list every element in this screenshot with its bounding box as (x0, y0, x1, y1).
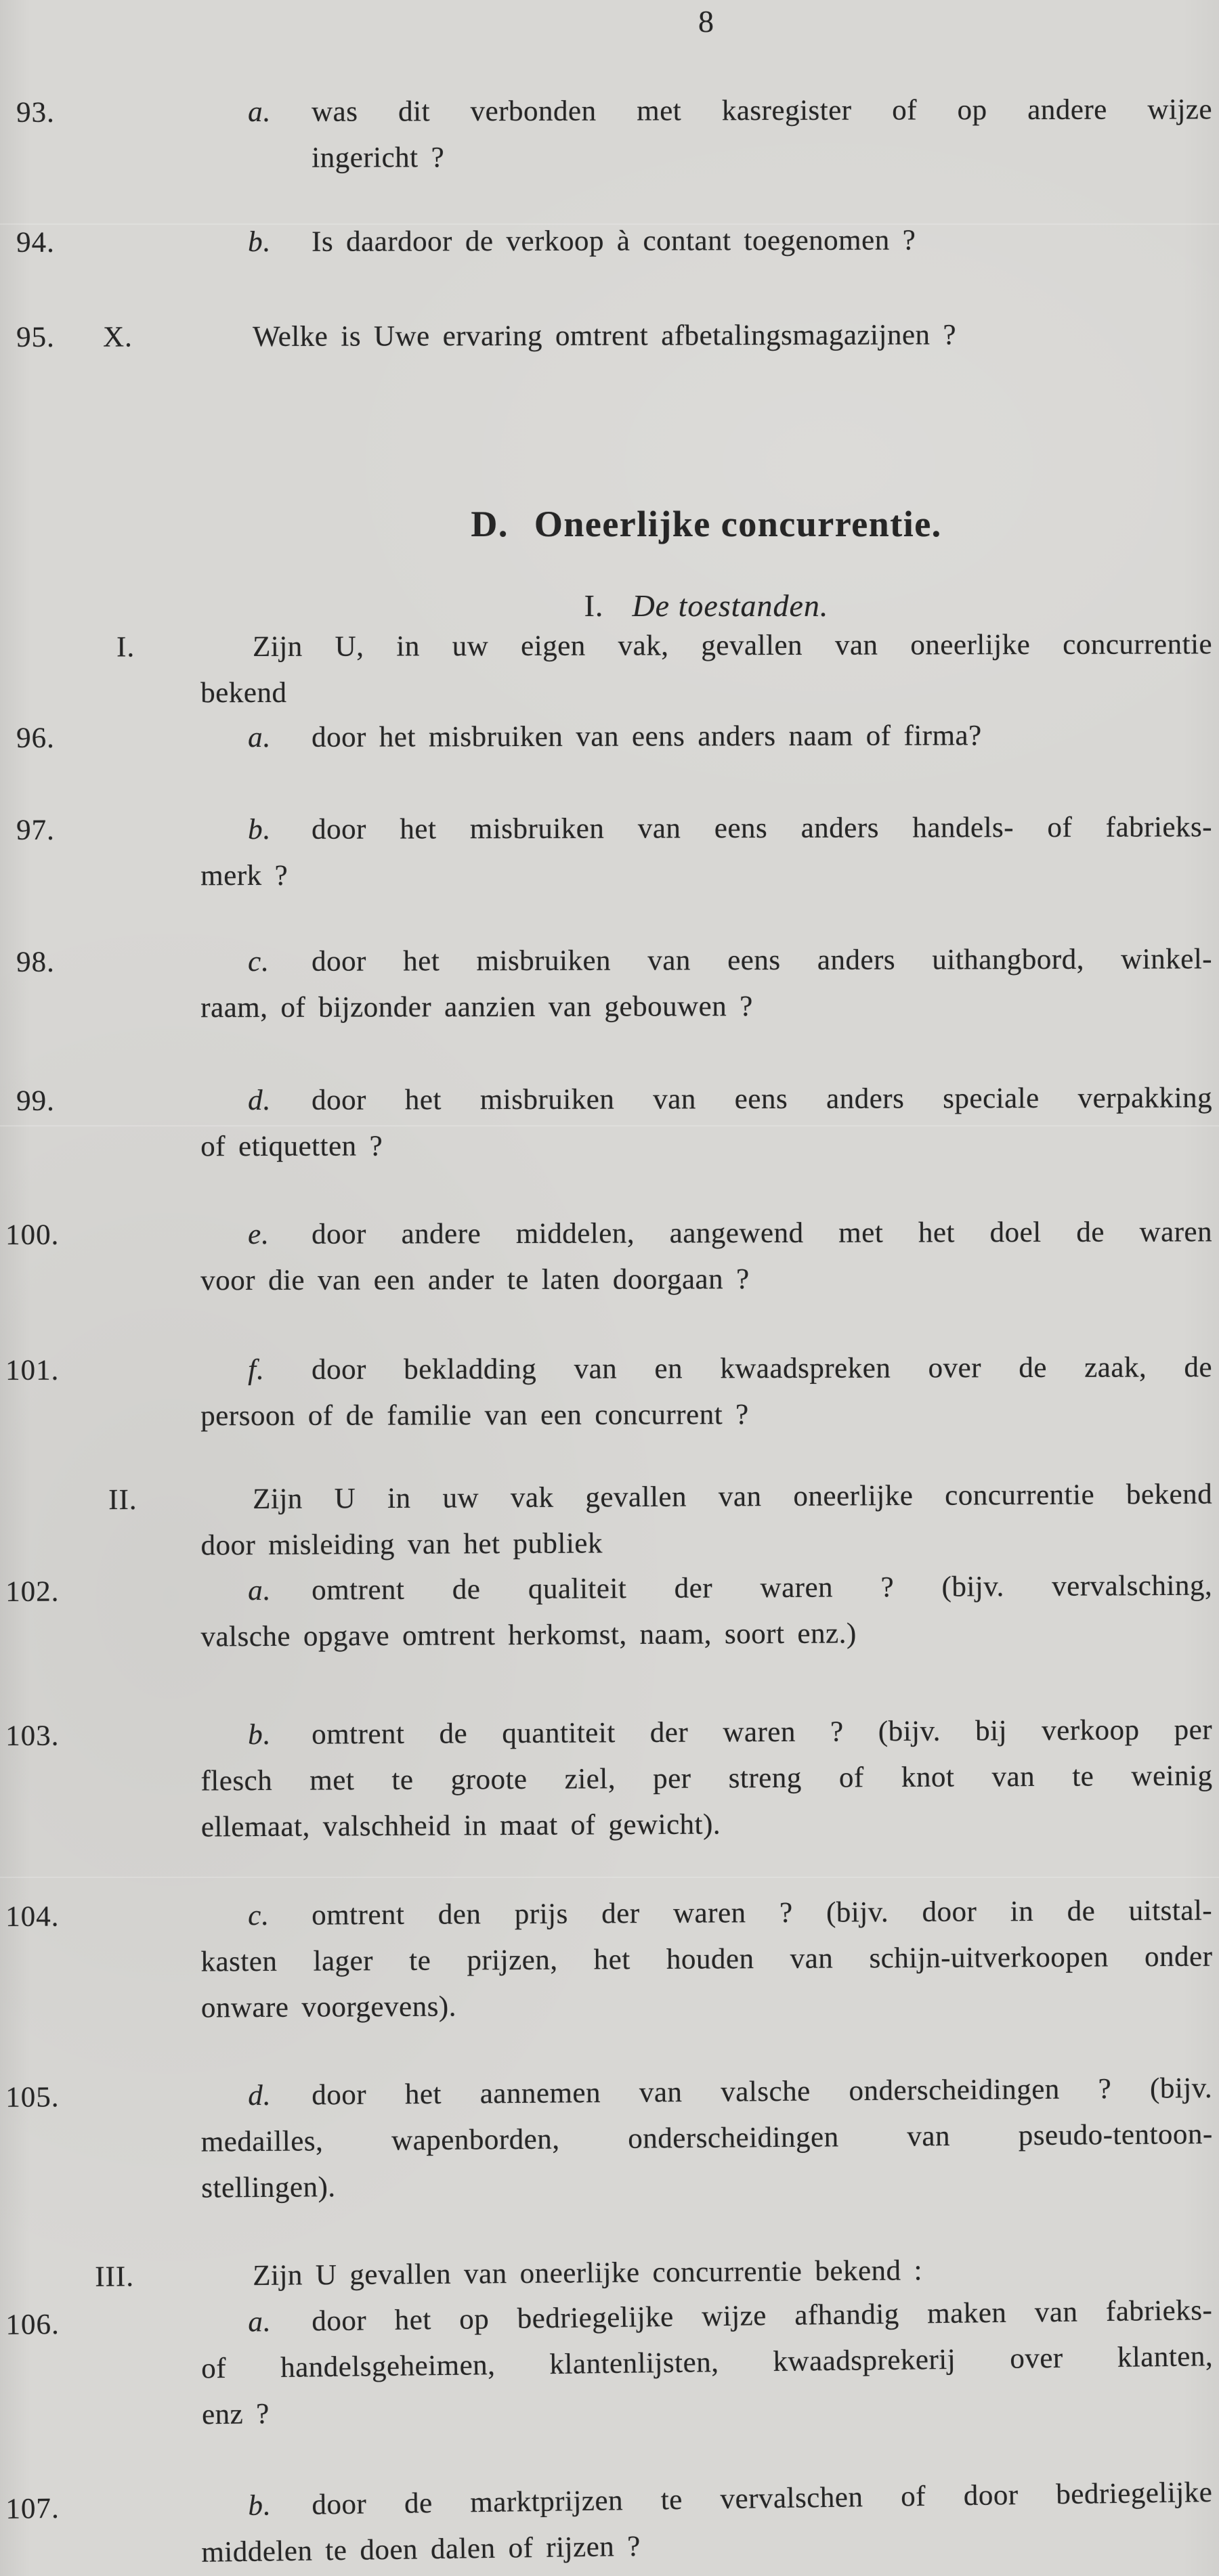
question-line: raam, of bijzonder aanzien van gebouwen ? (200, 990, 753, 1024)
question-line: of handelsgeheimen, klantenlijsten, kwaadsprekerij over klanten, (200, 2340, 1214, 2385)
question-text (200, 1888, 1213, 2032)
question-text (200, 1209, 1212, 1304)
question-line: ellemaat, valschheid in maat of gewicht). (200, 1808, 721, 1843)
question-text (200, 936, 1212, 1031)
item-letter: a. (248, 1574, 272, 1607)
question-line: medailles, wapenborden, onderscheidingen van pseudo-tentoon- (200, 2118, 1213, 2158)
item-letter: f. (248, 1353, 265, 1387)
section-numeral: X. (103, 321, 133, 353)
item-letter: a. (248, 721, 272, 754)
section-heading-label: D. (471, 504, 509, 544)
item-letter: a. (248, 2306, 272, 2338)
question-row-105 (0, 2066, 1219, 2204)
question-line: ingericht ? (312, 141, 445, 174)
question-line: Zijn U gevallen van oneerlijke concurrentie bekend : (253, 2254, 923, 2292)
item-number: 95. (16, 321, 55, 353)
question-line: enz ? (201, 2398, 270, 2431)
section-numeral: II. (108, 1483, 137, 1516)
question-row-94 (0, 217, 1219, 259)
question-text (200, 712, 1212, 761)
question-text (200, 1345, 1212, 1439)
question-text (200, 621, 1212, 716)
item-letter: b. (248, 813, 272, 846)
item-number: 93. (16, 96, 55, 129)
item-number: 100. (5, 1219, 60, 1251)
question-row-98 (0, 936, 1219, 1024)
item-letter: d. (248, 2079, 272, 2112)
item-number: 94. (16, 226, 55, 259)
question-text (200, 1075, 1212, 1170)
question-row-93 (0, 87, 1219, 174)
item-letter: c. (248, 1899, 270, 1932)
question-line: door het misbruiken van eens anders speciale verpakking (312, 1082, 1213, 1116)
question-line: persoon of de familie van een concurrent ? (200, 1399, 749, 1433)
question-text (200, 87, 1212, 181)
section-row-II (0, 1472, 1219, 1562)
item-letter: c. (248, 945, 270, 978)
subsection-title: De toestanden. (632, 588, 829, 623)
question-text (200, 804, 1212, 899)
item-letter: e. (248, 1218, 270, 1251)
item-number: 96. (16, 722, 55, 754)
question-text (200, 2066, 1214, 2212)
item-number: 97. (16, 814, 55, 846)
item-number: 98. (16, 946, 55, 978)
question-row-95 (0, 311, 1219, 353)
question-line: valsche opgave omtrent herkomst, naam, soort enz.) (200, 1617, 857, 1653)
question-text (200, 1707, 1213, 1851)
question-line: omtrent den prijs der waren ? (bijv. door in de uitstal- (312, 1894, 1213, 1931)
item-number: 107. (5, 2492, 60, 2525)
item-number: 99. (16, 1085, 55, 1117)
question-text (200, 1563, 1213, 1661)
section-numeral: I. (116, 631, 135, 663)
question-text (200, 2288, 1214, 2438)
question-line: door het misbruiken van eens anders uithangbord, winkel- (312, 943, 1213, 978)
question-row-100 (0, 1209, 1219, 1297)
question-line: omtrent de qualiteit der waren ? (bijv. vervalsching, (312, 1569, 1213, 1607)
section-numeral: III. (95, 2261, 135, 2293)
item-number: 105. (5, 2081, 60, 2114)
question-line: of etiquetten ? (200, 1130, 383, 1163)
question-text (200, 217, 1212, 265)
question-row-107 (0, 2470, 1219, 2569)
subsection-heading (200, 587, 1212, 625)
item-number: 103. (5, 1720, 60, 1752)
question-line: Welke is Uwe ervaring omtrent afbetalingsmagazijnen ? (253, 319, 957, 353)
question-line: stellingen). (201, 2171, 336, 2204)
question-line: door het op bedriegelijke wijze afhandig maken van fabrieks- (312, 2294, 1213, 2338)
item-number: 104. (5, 1900, 60, 1933)
question-row-104 (0, 1888, 1219, 2024)
question-line: merk ? (200, 859, 288, 892)
item-letter: b. (248, 225, 272, 259)
question-line: middelen te doen dalen of rijzen ? (201, 2530, 641, 2569)
question-text (200, 1472, 1213, 1569)
item-number: 106. (5, 2308, 60, 2341)
question-line: Zijn U, in uw eigen vak, gevallen van oneerlijke concurrentie (253, 628, 1213, 663)
question-line: onware voorgevens). (200, 1990, 457, 2024)
item-letter: a. (248, 95, 272, 129)
question-line: Is daardoor de verkoop à contant toegenomen ? (312, 224, 916, 258)
item-number: 101. (5, 1354, 60, 1387)
question-text (200, 2470, 1214, 2576)
section-heading-title: Oneerlijke concurrentie. (534, 504, 942, 544)
question-line: was dit verbonden met kasregister of op andere wijze (312, 93, 1213, 128)
question-row-101 (0, 1345, 1219, 1433)
question-line: omtrent de quantiteit der waren ? (bijv. bij verkoop per (312, 1713, 1213, 1751)
question-line: door misleiding van het publiek (200, 1527, 603, 1562)
question-line: Zijn U in uw vak gevallen van oneerlijke concurrentie bekend (253, 1478, 1213, 1516)
item-letter: b. (248, 2489, 272, 2522)
scan-artifact-line (0, 1877, 1219, 1878)
question-text (200, 311, 1212, 360)
question-row-99 (0, 1075, 1219, 1163)
page-number: 8 (698, 4, 714, 39)
item-number: 102. (5, 1575, 60, 1608)
item-letter: d. (248, 1084, 272, 1117)
section-row-III (0, 2246, 1219, 2293)
question-line: door het misbruiken van eens anders handels- of fabrieks- (312, 811, 1213, 846)
question-line: door het aannemen van valsche onderscheidingen ? (bijv. (312, 2072, 1213, 2112)
question-line: bekend (200, 676, 287, 710)
item-letter: b. (248, 1718, 272, 1751)
question-line: kasten lager te prijzen, het houden van schijn-uitverkoopen onder (200, 1940, 1213, 1978)
section-heading (200, 503, 1212, 545)
question-row-103 (0, 1707, 1219, 1843)
question-line: door de marktprijzen te vervalschen of door bedriegelijke (312, 2476, 1213, 2521)
question-row-97 (0, 804, 1219, 892)
question-line: door andere middelen, aangewend met het doel de waren (312, 1216, 1213, 1250)
subsection-numeral: I. (584, 588, 604, 623)
question-line: door het misbruiken van eens anders naam of firma? (312, 720, 982, 754)
question-line: door bekladding van en kwaadspreken over de zaak, de (312, 1351, 1213, 1386)
question-line: voor die van een ander te laten doorgaan ? (200, 1263, 750, 1297)
question-line: flesch met te groote ziel, per streng of knot van te weinig (200, 1760, 1213, 1797)
